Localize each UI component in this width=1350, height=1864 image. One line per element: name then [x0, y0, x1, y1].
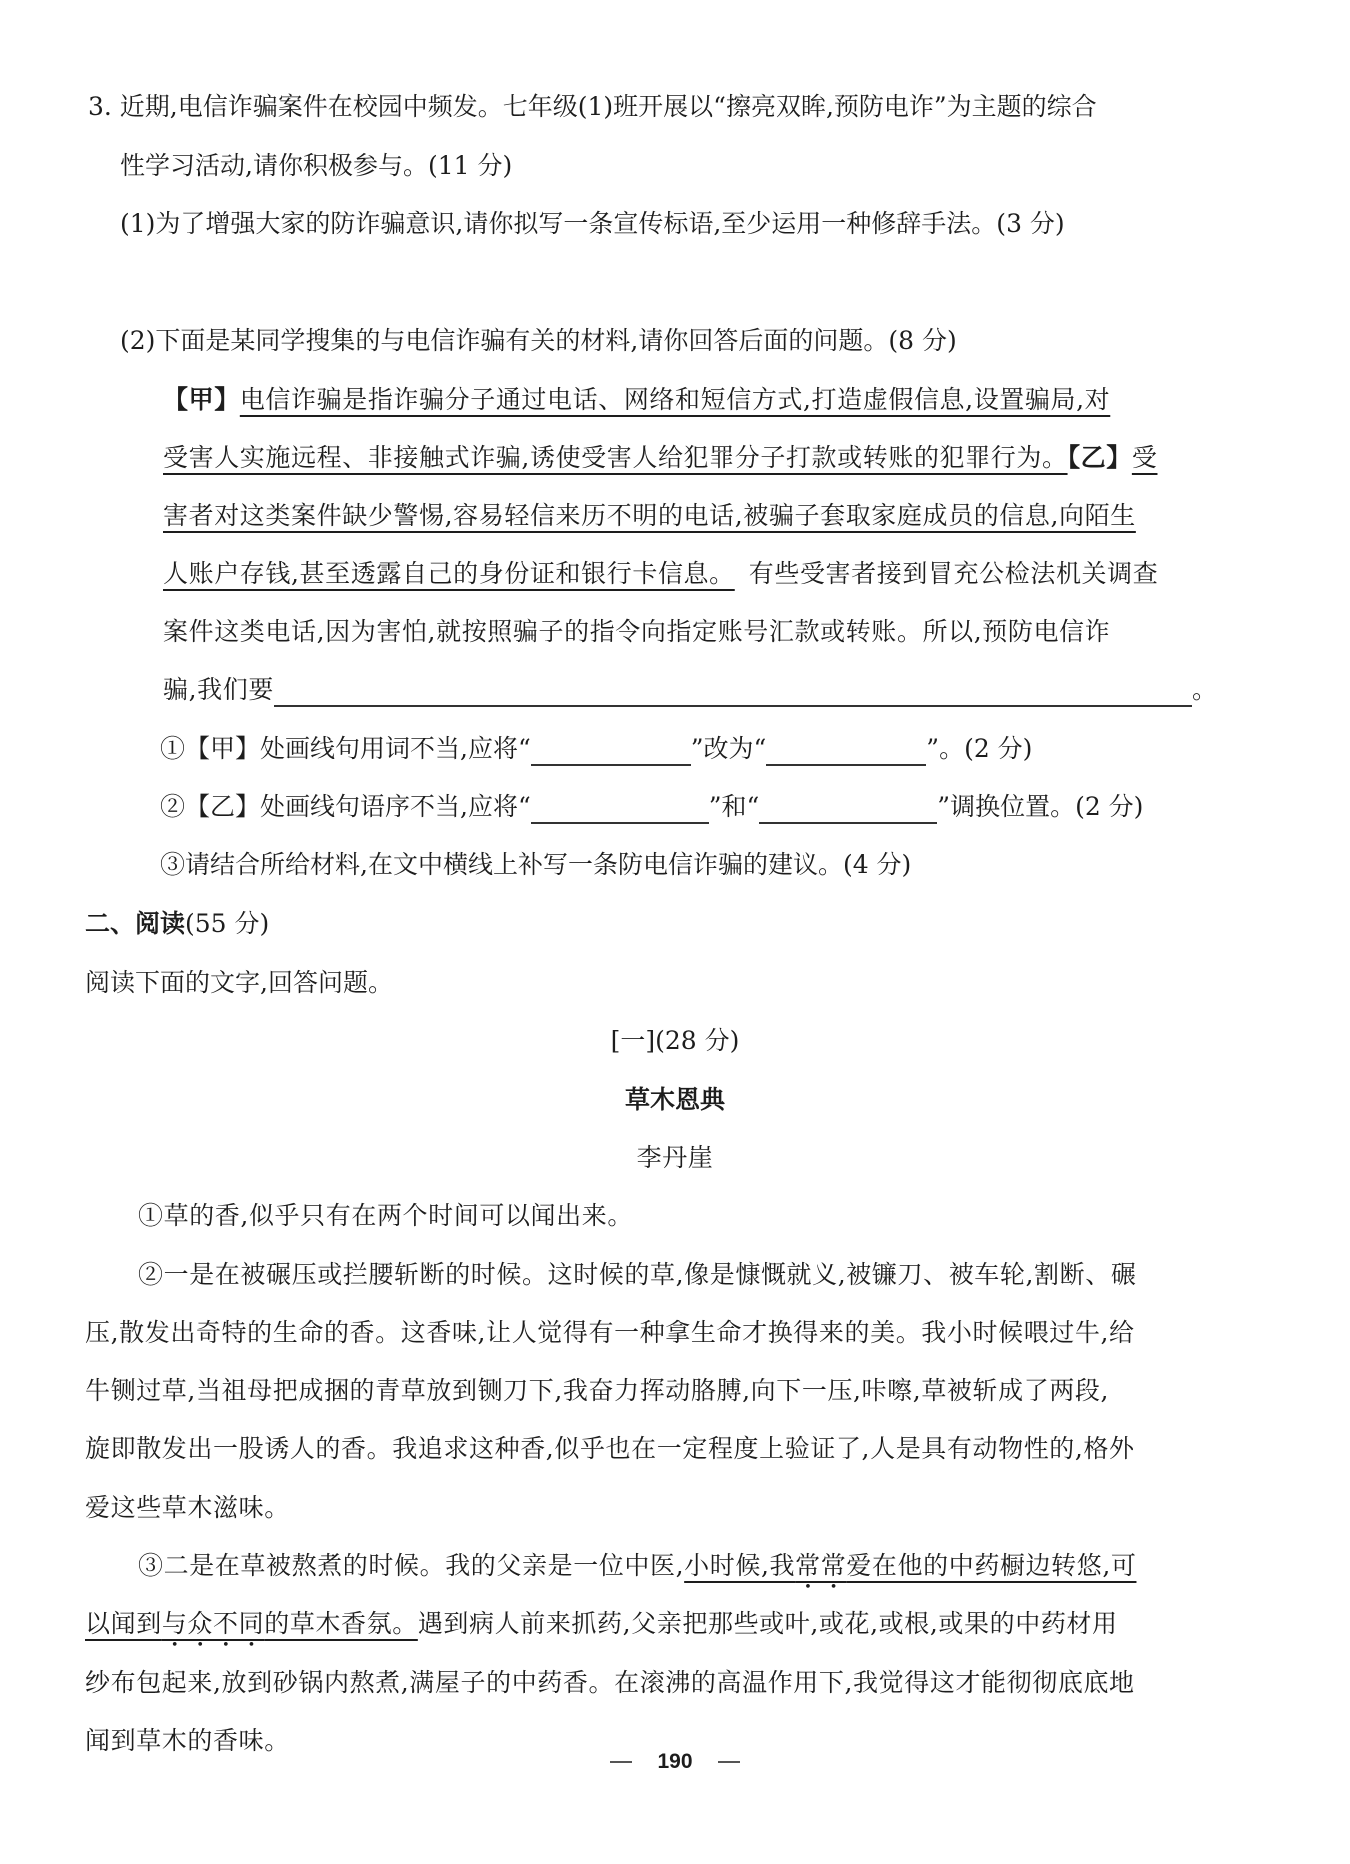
para3-underlined	[684, 1551, 1136, 1580]
q3-intro-line2: 性学习活动,请你积极参与。(11 分)	[120, 151, 513, 180]
period: 。	[1191, 675, 1218, 704]
q1-text-mid: ”改为“	[690, 734, 767, 763]
material-line4	[163, 557, 1158, 591]
para3-underlined-text-4: 的草木香氛。	[264, 1609, 418, 1638]
jia-underlined-text-end: 受害人实施远程、非接触式诈骗,诱使受害人给犯罪分子打款或转账的犯罪行为。	[163, 443, 1068, 472]
article-author: 李丹崖	[636, 1143, 714, 1172]
article-para2-line1: ②一是在被碾压或拦腰斩断的时候。这时候的草,像是慷慨就义,被镰刀、被车轮,割断、碾	[138, 1260, 1137, 1289]
answer-blank-q2-b[interactable]	[759, 794, 937, 824]
article-para2-line4: 旋即散发出一股诱人的香。我追求这种香,似乎也在一定程度上验证了,人是具有动物性的,格外	[85, 1434, 1135, 1463]
jia-underlined-text: 电信诈骗是指诈骗分子通过电话、网络和短信方式,打造虚假信息,设置骗局,对	[239, 385, 1111, 414]
para3-underlined-text-3: 以闻到	[85, 1609, 162, 1638]
article-para1: ①草的香,似乎只有在两个时间可以闻出来。	[138, 1201, 633, 1230]
yi-underlined-end: 人账户存钱,甚至透露自己的身份证和银行卡信息。	[163, 559, 735, 588]
section2-instruction: 阅读下面的文字,回答问题。	[85, 968, 393, 997]
q3-question2	[160, 790, 1143, 824]
para3-text-2: 遇到病人前来抓药,父亲把那些或叶,或花,或根,或果的中药材用	[417, 1609, 1118, 1638]
article-para3-line2	[85, 1607, 1118, 1653]
section2-part-label: [一](28 分)	[610, 1026, 740, 1055]
para3-dotted-phrase: 与众不同	[161, 1609, 265, 1638]
para3-underlined-cont	[85, 1609, 418, 1638]
section2-title: 二、阅读	[85, 909, 186, 938]
material-line3: 害者对这类案件缺少警惕,容易轻信来历不明的电话,被骗子套取家庭成员的信息,向陌生	[163, 501, 1136, 530]
q3-intro-line1: 3. 近期,电信诈骗案件在校园中频发。七年级(1)班开展以“擦亮双眸,预防电诈”为主题的综合	[88, 92, 1097, 121]
article-para3-line1	[138, 1549, 1136, 1595]
q3-sub1: (1)为了增强大家的防诈骗意识,请你拟写一条宣传标语,至少运用一种修辞手法。(3 分)	[120, 209, 1065, 238]
material-line1	[163, 383, 1110, 417]
article-para2-line5: 爱这些草木滋味。	[85, 1493, 290, 1522]
q2-text: ②【乙】处画线句语序不当,应将“	[160, 792, 531, 821]
answer-blank-q2-a[interactable]	[531, 794, 709, 824]
section2-heading	[85, 907, 269, 941]
page-number: 190	[657, 1750, 693, 1773]
yi-label: 【乙】	[1067, 443, 1132, 472]
para3-underlined-text-2: 爱在他的中药橱边转悠,可	[846, 1551, 1137, 1580]
q2-text-mid: ”和“	[708, 792, 760, 821]
section2-score: (55 分)	[185, 909, 270, 938]
article-para3-line3: 纱布包起来,放到砂锅内熬煮,满屋子的中药香。在滚沸的高温作用下,我觉得这才能彻彻底底地	[85, 1668, 1135, 1697]
page-number-rule-right	[718, 1761, 740, 1763]
article-para3-line4: 闻到草木的香味。	[85, 1726, 290, 1755]
jia-label: 【甲】	[163, 385, 240, 414]
q3-question3: ③请结合所给材料,在文中横线上补写一条防电信诈骗的建议。(4 分)	[160, 850, 912, 879]
para3-dotted-word: 常常	[795, 1551, 847, 1580]
material-text-end: 骗,我们要	[163, 675, 274, 704]
para3-underlined-text: 小时候,我	[684, 1551, 796, 1580]
answer-blank-q1-b[interactable]	[766, 736, 926, 766]
article-para2-line2: 压,散发出奇特的生命的香。这香味,让人觉得有一种拿生命才换得来的美。我小时候喂过牛,给	[85, 1318, 1135, 1347]
answer-blank-q1-a[interactable]	[531, 736, 691, 766]
yi-underlined-start: 受	[1131, 443, 1158, 472]
material-line5: 案件这类电话,因为害怕,就按照骗子的指令向指定账号汇款或转账。所以,预防电信诈	[163, 617, 1111, 646]
article-para2-line3: 牛铡过草,当祖母把成捆的青草放到铡刀下,我奋力挥动胳膊,向下一压,咔嚓,草被斩成了两段,	[85, 1376, 1110, 1405]
material-line2	[163, 441, 1157, 475]
material-text: 有些受害者接到冒充公检法机关调查	[748, 559, 1159, 588]
article-title: 草木恩典	[624, 1085, 725, 1114]
q3-sub2: (2)下面是某同学搜集的与电信诈骗有关的材料,请你回答后面的问题。(8 分)	[120, 326, 957, 355]
q1-text: ①【甲】处画线句用词不当,应将“	[160, 734, 531, 763]
material-line6	[163, 673, 1218, 707]
answer-blank-suggestion[interactable]	[274, 677, 1192, 707]
para3-text: ③二是在草被熬煮的时候。我的父亲是一位中医,	[138, 1551, 685, 1580]
q1-text-end: ”。(2 分)	[926, 734, 1033, 763]
q2-text-end: ”调换位置。(2 分)	[937, 792, 1144, 821]
q3-question1	[160, 732, 1032, 766]
